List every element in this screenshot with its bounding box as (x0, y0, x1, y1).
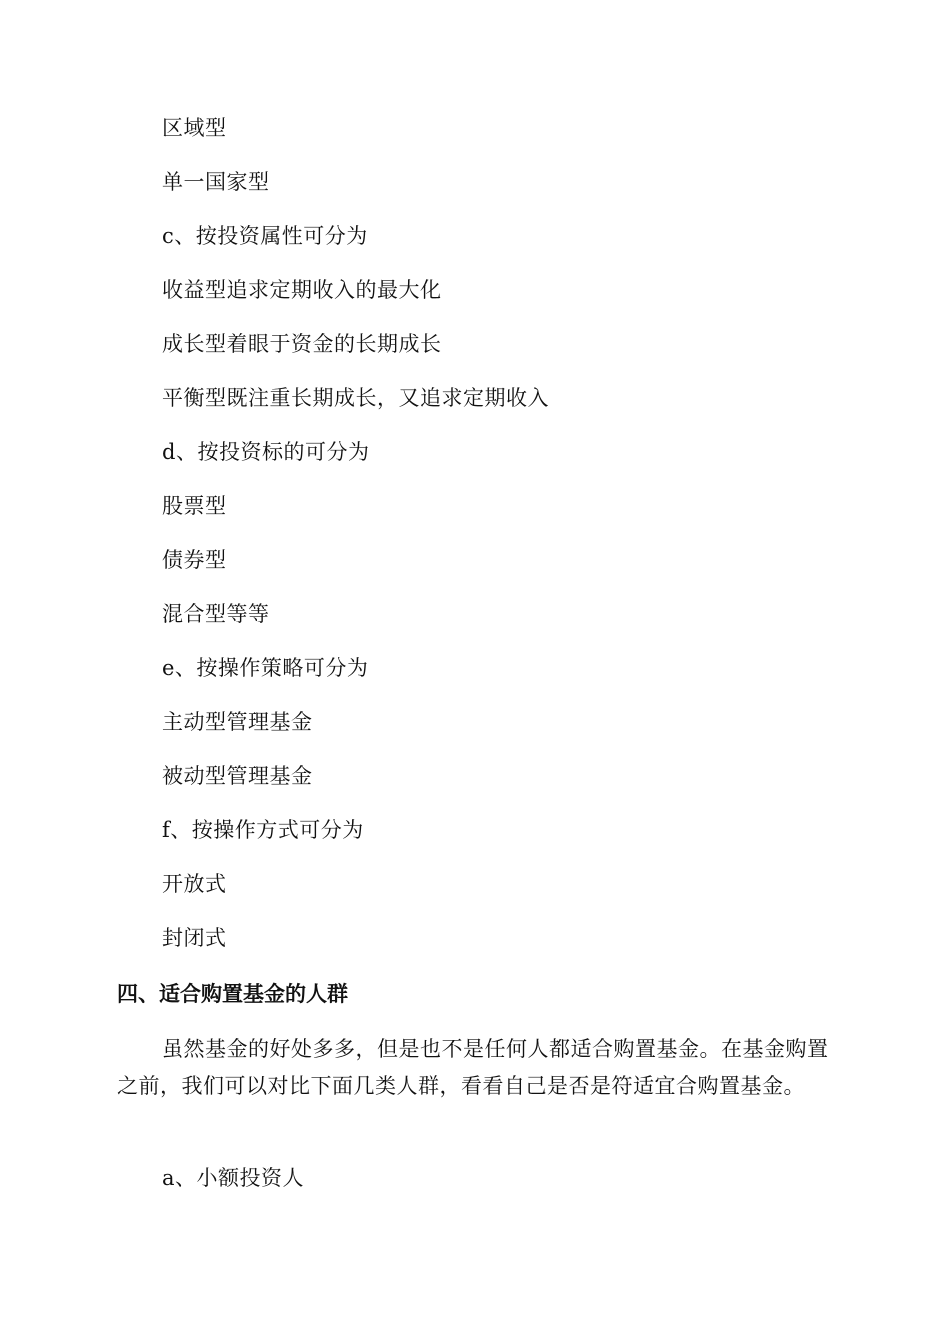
list-line-5: 成长型着眼于资金的长期成长 (162, 332, 442, 356)
list-line-6: 平衡型既注重长期成长，又追求定期收入 (162, 386, 549, 410)
list-line-2: 单一国家型 (162, 170, 270, 194)
list-line-16: 封闭式 (162, 926, 227, 950)
body-paragraph: 虽然基金的好处多多，但是也不是任何人都适合购置基金。在基金购置之前，我们可以对比下面几类人群，看看自己是否是符适宜合购置基金。 (117, 1037, 829, 1098)
list-line-14: f、按操作方式可分为 (162, 818, 364, 842)
list-line-9: 债券型 (162, 548, 227, 572)
list-line-10: 混合型等等 (162, 602, 270, 626)
list-line-last: a、小额投资人 (162, 1166, 305, 1190)
section-heading: 四、适合购置基金的人群 (117, 982, 348, 1006)
list-line-3: c、按投资属性可分为 (162, 224, 368, 248)
list-line-4: 收益型追求定期收入的最大化 (162, 278, 442, 302)
list-line-8: 股票型 (162, 494, 227, 518)
list-line-7: d、按投资标的可分为 (162, 440, 370, 464)
list-line-15: 开放式 (162, 872, 227, 896)
list-line-13: 被动型管理基金 (162, 764, 313, 788)
list-line-1: 区域型 (162, 116, 227, 140)
list-line-11: e、按操作策略可分为 (162, 656, 369, 680)
list-line-12: 主动型管理基金 (162, 710, 313, 734)
